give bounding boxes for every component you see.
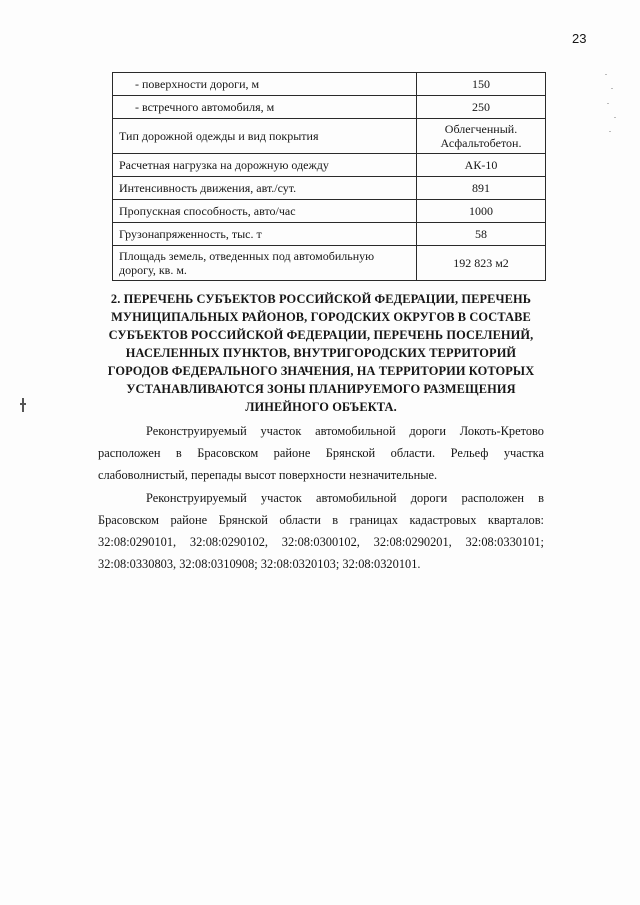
table-cell-label: Интенсивность движения, авт./сут. [113,177,417,200]
margin-mark [22,398,24,412]
table-cell-value: Облегченный. Асфальтобетон. [417,119,546,154]
parameters-table [112,72,546,281]
table-cell-label: - поверхности дороги, м [113,73,417,96]
paragraph-cadastral: Реконструируемый участок автомобильной дороги расположен в Брасовском районе Брянской области в границах кадастровых кварталов: 32:08:0290101, 32:08:0290102, 32:08:0300102, 32:08:0290201, 32:08:0330101; 32:08:0330803, 32:08:0310908; 32:08:0320103; 32:08:0320101. [98,491,544,571]
table-row [113,200,546,223]
table-cell-label: Грузонапряженность, тыс. т [113,223,417,246]
table-row [113,96,546,119]
table-cell-value: АК-10 [417,154,546,177]
table-row [113,223,546,246]
table-row [113,119,546,154]
section-heading: 2. ПЕРЕЧЕНЬ СУБЪЕКТОВ РОССИЙСКОЙ ФЕДЕРАЦИИ, ПЕРЕЧЕНЬ МУНИЦИПАЛЬНЫХ РАЙОНОВ, ГОРОДСКИХ ОКРУГОВ В СОСТАВЕ СУБЪЕКТОВ РОССИЙСКОЙ ФЕДЕРАЦИИ, ПЕРЕЧЕНЬ ПОСЕЛЕНИЙ, НАСЕЛЕННЫХ ПУНКТОВ, ВНУТРИГОРОДСКИХ ТЕРРИТОРИЙ ГОРОДОВ ФЕДЕРАЛЬНОГО ЗНАЧЕНИЯ, НА ТЕРРИТОРИИ КОТОРЫХ УСТАНАВЛИВАЮТСЯ ЗОНЫ ПЛАНИРУЕМОГО РАЗМЕЩЕНИЯ ЛИНЕЙНОГО ОБЪЕКТА. [107,292,535,414]
table-cell-label: Пропускная способность, авто/час [113,200,417,223]
table-cell-value: 150 [417,73,546,96]
paragraph-relief: Реконструируемый участок автомобильной дороги Локоть-Кретово расположен в Брасовском районе Брянской области. Рельеф участка слабоволнистый, перепады высот поверхности незначительные. [98,424,544,482]
table-cell-label: Расчетная нагрузка на дорожную одежду [113,154,417,177]
table-cell-label: - встречного автомобиля, м [113,96,417,119]
table-cell-label: Тип дорожной одежды и вид покрытия [113,119,417,154]
table-row [113,154,546,177]
table-cell-value: 192 823 м2 [417,246,546,281]
table-row [113,73,546,96]
table-cell-value: 891 [417,177,546,200]
table-cell-value: 1000 [417,200,546,223]
table-cell-value: 250 [417,96,546,119]
table-row [113,177,546,200]
scan-speckles [602,70,622,150]
table-cell-value: 58 [417,223,546,246]
table-cell-label: Площадь земель, отведенных под автомобильную дорогу, кв. м. [113,246,417,281]
page-number: 23 [572,31,587,46]
table-row [113,246,546,281]
